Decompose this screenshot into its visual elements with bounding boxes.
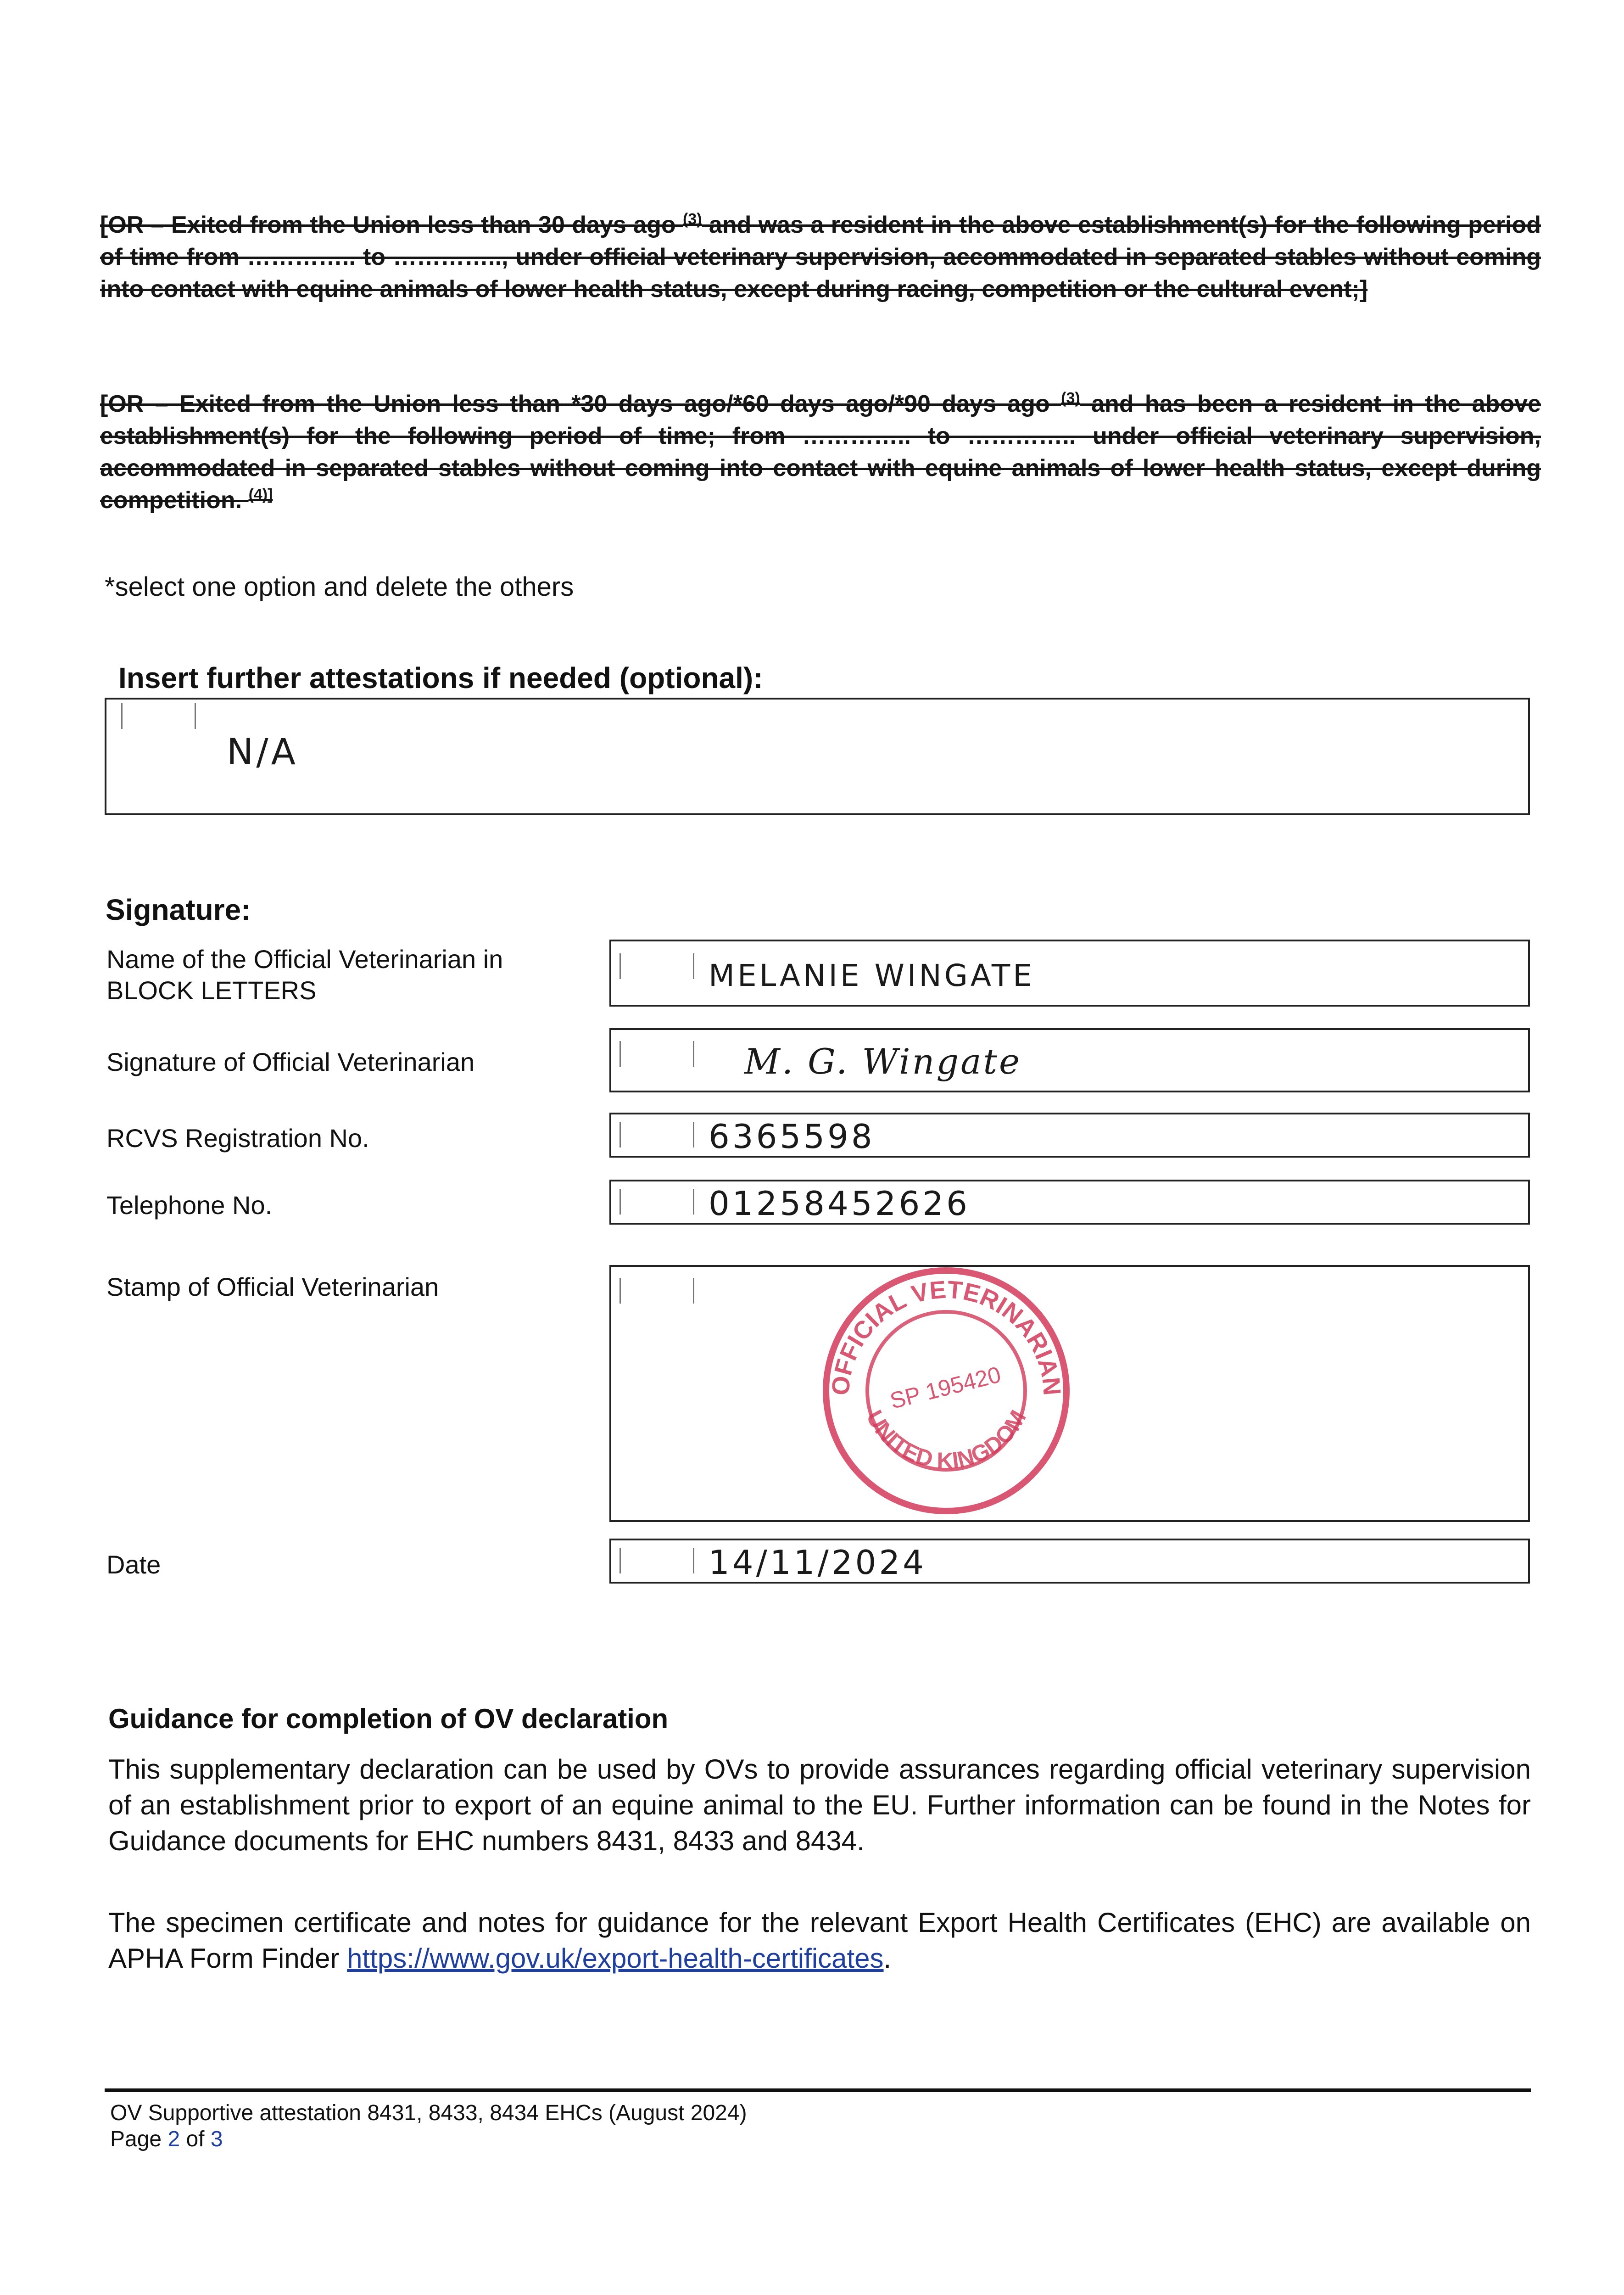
date-field[interactable] xyxy=(609,1539,1530,1584)
footnote-ref: (3) xyxy=(682,210,702,228)
excluded-paragraph-2-text-cont: and has been a resident in the above establishment(s) for the following period of time; from ………….. to ………….. under official veterinary supervision, accommodated in separated stables without coming into contact with equine animals of lower health status, except during competition. xyxy=(100,391,1541,514)
further-attestations-heading: Insert further attestations if needed (optional): xyxy=(118,661,763,694)
footnote-ref: (3) xyxy=(1061,389,1080,407)
stamp-label: Stamp of Official Veterinarian xyxy=(106,1272,439,1301)
rcvs-value: 6365598 xyxy=(709,1117,875,1156)
export-health-certificates-link[interactable]: https://www.gov.uk/export-health-certificates xyxy=(347,1943,884,1974)
excluded-paragraph-2-text: [OR – Exited from the Union less than *30 days ago/*60 days ago/*90 days ago xyxy=(100,391,1061,417)
field-marker xyxy=(693,1122,694,1148)
select-note: *select one option and delete the others xyxy=(105,572,574,602)
footer-page-number xyxy=(110,2126,223,2153)
field-marker xyxy=(619,1189,621,1215)
ov-signature-field[interactable] xyxy=(609,1028,1530,1092)
field-marker xyxy=(619,1278,621,1304)
field-marker xyxy=(619,1548,621,1573)
guidance-paragraph-2-text: The specimen certificate and notes for guidance for the relevant Export Health Certificates (EHC) are available on APHA Form Finder xyxy=(108,1907,1531,1974)
field-marker xyxy=(693,1041,694,1067)
rcvs-field[interactable] xyxy=(609,1113,1530,1158)
field-marker xyxy=(121,703,123,729)
footer-page-of: of xyxy=(180,2127,211,2151)
excluded-paragraph-1-text: [OR – Exited from the Union less than 30 days ago xyxy=(100,212,683,238)
field-marker xyxy=(693,1189,694,1215)
excluded-paragraph-1 xyxy=(100,209,1541,305)
field-marker xyxy=(693,1278,694,1304)
field-marker xyxy=(195,703,196,729)
field-marker xyxy=(693,953,694,979)
guidance-paragraph-2-end: . xyxy=(883,1943,892,1974)
stamp-top-text: OFFICIAL VETERINARIAN xyxy=(826,1276,1066,1397)
stamp-field[interactable] xyxy=(609,1265,1530,1522)
guidance-heading: Guidance for completion of OV declaration xyxy=(108,1703,669,1734)
footer-page-current: 2 xyxy=(167,2127,180,2151)
field-marker xyxy=(693,1548,694,1573)
date-value: 14/11/2024 xyxy=(709,1543,926,1582)
guidance-paragraph-1: This supplementary declaration can be used by OVs to provide assurances regarding official veterinary supervision of an establishment prior to export of an equine animal to the EU. Further information can be found in the Notes for Guidance documents for EHC numbers 8431, 8433 and 8434. xyxy=(108,1754,1531,1856)
footnote-ref-2: (4)] xyxy=(248,486,273,504)
field-marker xyxy=(619,953,621,979)
official-stamp xyxy=(813,1258,1079,1524)
ov-name-label: Name of the Official Veterinarian in BLOCK LETTERS xyxy=(106,945,503,1005)
footer-page-total: 3 xyxy=(210,2127,223,2151)
signature-heading: Signature: xyxy=(106,893,251,926)
field-marker xyxy=(619,1122,621,1148)
telephone-field[interactable] xyxy=(609,1180,1530,1225)
footer-page-prefix: Page xyxy=(110,2127,168,2151)
further-attestations-box[interactable] xyxy=(105,698,1530,815)
guidance-paragraph-2 xyxy=(108,1905,1531,1976)
excluded-paragraph-2 xyxy=(100,388,1541,516)
ov-name-field[interactable] xyxy=(609,940,1530,1007)
field-marker xyxy=(619,1041,621,1067)
stamp-bottom-text: UNITED KINGDOM xyxy=(861,1405,1032,1474)
excluded-paragraph-1-text-cont: and was a resident in the above establishment(s) for the following period of time from ………….. to ………….., under official veterinary supervision, accommodated in separated stables without coming into contact with equine animals of lower health status, except during racing, competition or the cultural event;] xyxy=(100,212,1541,302)
stamp-number: SP 195420 xyxy=(887,1361,1004,1414)
footer-divider xyxy=(105,2088,1531,2092)
further-attestations-value: N/A xyxy=(227,732,298,773)
ov-signature-value: M. G. Wingate xyxy=(744,1041,1021,1082)
telephone-value: 01258452626 xyxy=(709,1184,970,1223)
footer-doc-title: OV Supportive attestation 8431, 8433, 8434 EHCs (August 2024) xyxy=(110,2101,747,2125)
ov-name-value: MELANIE WINGATE xyxy=(709,958,1035,993)
telephone-label: Telephone No. xyxy=(106,1191,273,1220)
rcvs-label: RCVS Registration No. xyxy=(106,1124,369,1153)
date-label: Date xyxy=(106,1550,161,1579)
ov-signature-label: Signature of Official Veterinarian xyxy=(106,1047,475,1076)
